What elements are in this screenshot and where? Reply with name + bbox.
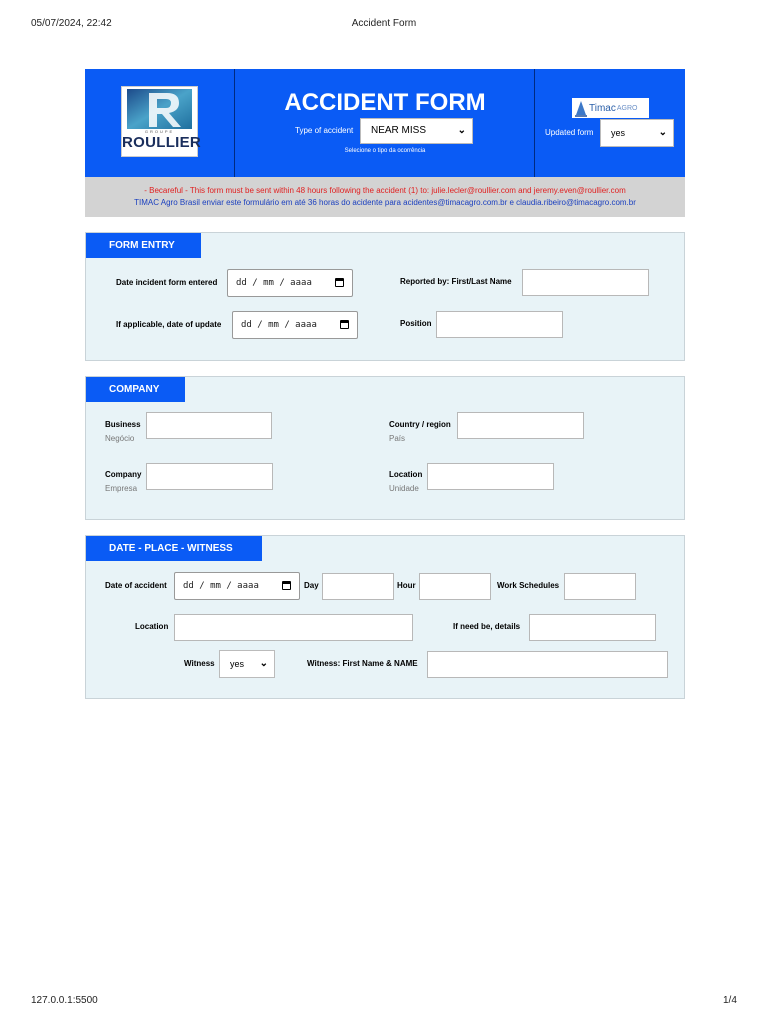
warning-line-red: - Becareful - This form must be sent within 48 hours following the accident (1) to: julie.lecler@roullier.com and jeremy.even@roullier.com xyxy=(144,186,626,195)
updated-form-select[interactable] xyxy=(600,119,674,147)
details-input[interactable] xyxy=(529,614,656,641)
timac-agro-logo xyxy=(572,98,649,118)
work-schedules-label: Work Schedules xyxy=(497,581,560,590)
company-label: Company xyxy=(105,470,142,479)
business-sublabel: Negócio xyxy=(105,434,135,443)
print-datetime: 05/07/2024, 22:42 xyxy=(31,18,112,29)
work-schedules-input[interactable] xyxy=(564,573,636,600)
updated-form-value: yes xyxy=(611,128,626,138)
location-label: Location xyxy=(389,470,423,479)
roullier-logo-text: ROULLIER xyxy=(122,134,202,151)
location-sublabel: Unidade xyxy=(389,484,419,493)
position-input[interactable] xyxy=(436,311,563,338)
roullier-groupe-text: GROUPE xyxy=(144,129,175,134)
date-update-input[interactable] xyxy=(232,311,358,339)
day-label: Day xyxy=(304,581,319,590)
timac-logo-text: Timac xyxy=(589,102,616,114)
banner-title-cell xyxy=(235,69,535,177)
roullier-logo xyxy=(121,86,202,157)
type-of-accident-select[interactable] xyxy=(360,118,473,144)
date-entered-label: Date incident form entered xyxy=(116,278,218,287)
reported-by-label: Reported by: First/Last Name xyxy=(400,277,512,286)
country-input[interactable] xyxy=(457,412,584,439)
details-label: If need be, details xyxy=(453,622,521,631)
witness-name-label: Witness: First Name & NAME xyxy=(307,659,418,668)
reported-by-input[interactable] xyxy=(522,269,649,296)
country-label: Country / region xyxy=(389,420,451,429)
roullier-mark-icon xyxy=(127,89,192,129)
location-input[interactable] xyxy=(427,463,554,490)
witness-name-input[interactable] xyxy=(427,651,668,678)
type-of-accident-value: NEAR MISS xyxy=(371,125,427,136)
country-sublabel: País xyxy=(389,434,406,443)
banner-right-cell xyxy=(535,69,685,177)
date-of-accident-placeholder: dd / mm / aaaa xyxy=(183,581,259,591)
calendar-icon[interactable] xyxy=(340,320,349,329)
date-of-accident-label: Date of accident xyxy=(105,581,167,590)
chevron-down-icon: ⌄ xyxy=(457,125,466,136)
company-sublabel: Empresa xyxy=(105,484,138,493)
chevron-down-icon: ⌄ xyxy=(658,127,667,138)
updated-form-label: Updated form xyxy=(545,128,594,137)
type-of-accident-hint: Selecione o tipo da ocorrência xyxy=(344,148,426,154)
day-input[interactable] xyxy=(322,573,394,600)
witness-label: Witness xyxy=(184,659,215,668)
position-label: Position xyxy=(400,319,432,328)
form-entry-title: FORM ENTRY xyxy=(86,233,201,258)
hour-label: Hour xyxy=(397,581,416,590)
location-label: Location xyxy=(135,622,169,631)
date-update-placeholder: dd / mm / aaaa xyxy=(241,320,317,330)
warning-line-blue: TIMAC Agro Brasil enviar este formulário em até 36 horas do acidente para acidentes@timacagro.com.br e claudia.ribeiro@timacagro.com.br xyxy=(134,198,636,207)
date-update-label: If applicable, date of update xyxy=(116,320,222,329)
print-title: Accident Form xyxy=(351,18,417,29)
date-place-witness-section xyxy=(85,535,685,699)
date-of-accident-input[interactable] xyxy=(174,572,300,600)
company-section xyxy=(85,376,685,520)
witness-select[interactable] xyxy=(219,650,275,678)
warning-bar xyxy=(85,177,685,217)
chevron-down-icon: ⌄ xyxy=(259,658,268,669)
form-entry-section xyxy=(85,232,685,361)
business-label: Business xyxy=(105,420,141,429)
witness-value: yes xyxy=(230,659,245,669)
date-entered-input[interactable] xyxy=(227,269,353,297)
company-input[interactable] xyxy=(146,463,273,490)
dpw-title: DATE - PLACE - WITNESS xyxy=(86,536,262,561)
hour-input[interactable] xyxy=(419,573,491,600)
accident-location-input[interactable] xyxy=(174,614,413,641)
date-entered-placeholder: dd / mm / aaaa xyxy=(236,278,312,288)
banner-logo-cell xyxy=(85,69,235,177)
company-title: COMPANY xyxy=(86,377,185,402)
calendar-icon[interactable] xyxy=(335,278,344,287)
business-input[interactable] xyxy=(146,412,272,439)
print-url: 127.0.0.1:5500 xyxy=(31,995,98,1006)
timac-sail-icon xyxy=(574,99,588,117)
timac-agro-text: AGRO xyxy=(616,104,638,112)
print-page-number: 1/4 xyxy=(723,995,737,1006)
header-banner xyxy=(85,69,685,177)
page-title: ACCIDENT FORM xyxy=(284,89,486,116)
calendar-icon[interactable] xyxy=(282,581,291,590)
type-of-accident-label: Type of accident xyxy=(295,126,354,135)
